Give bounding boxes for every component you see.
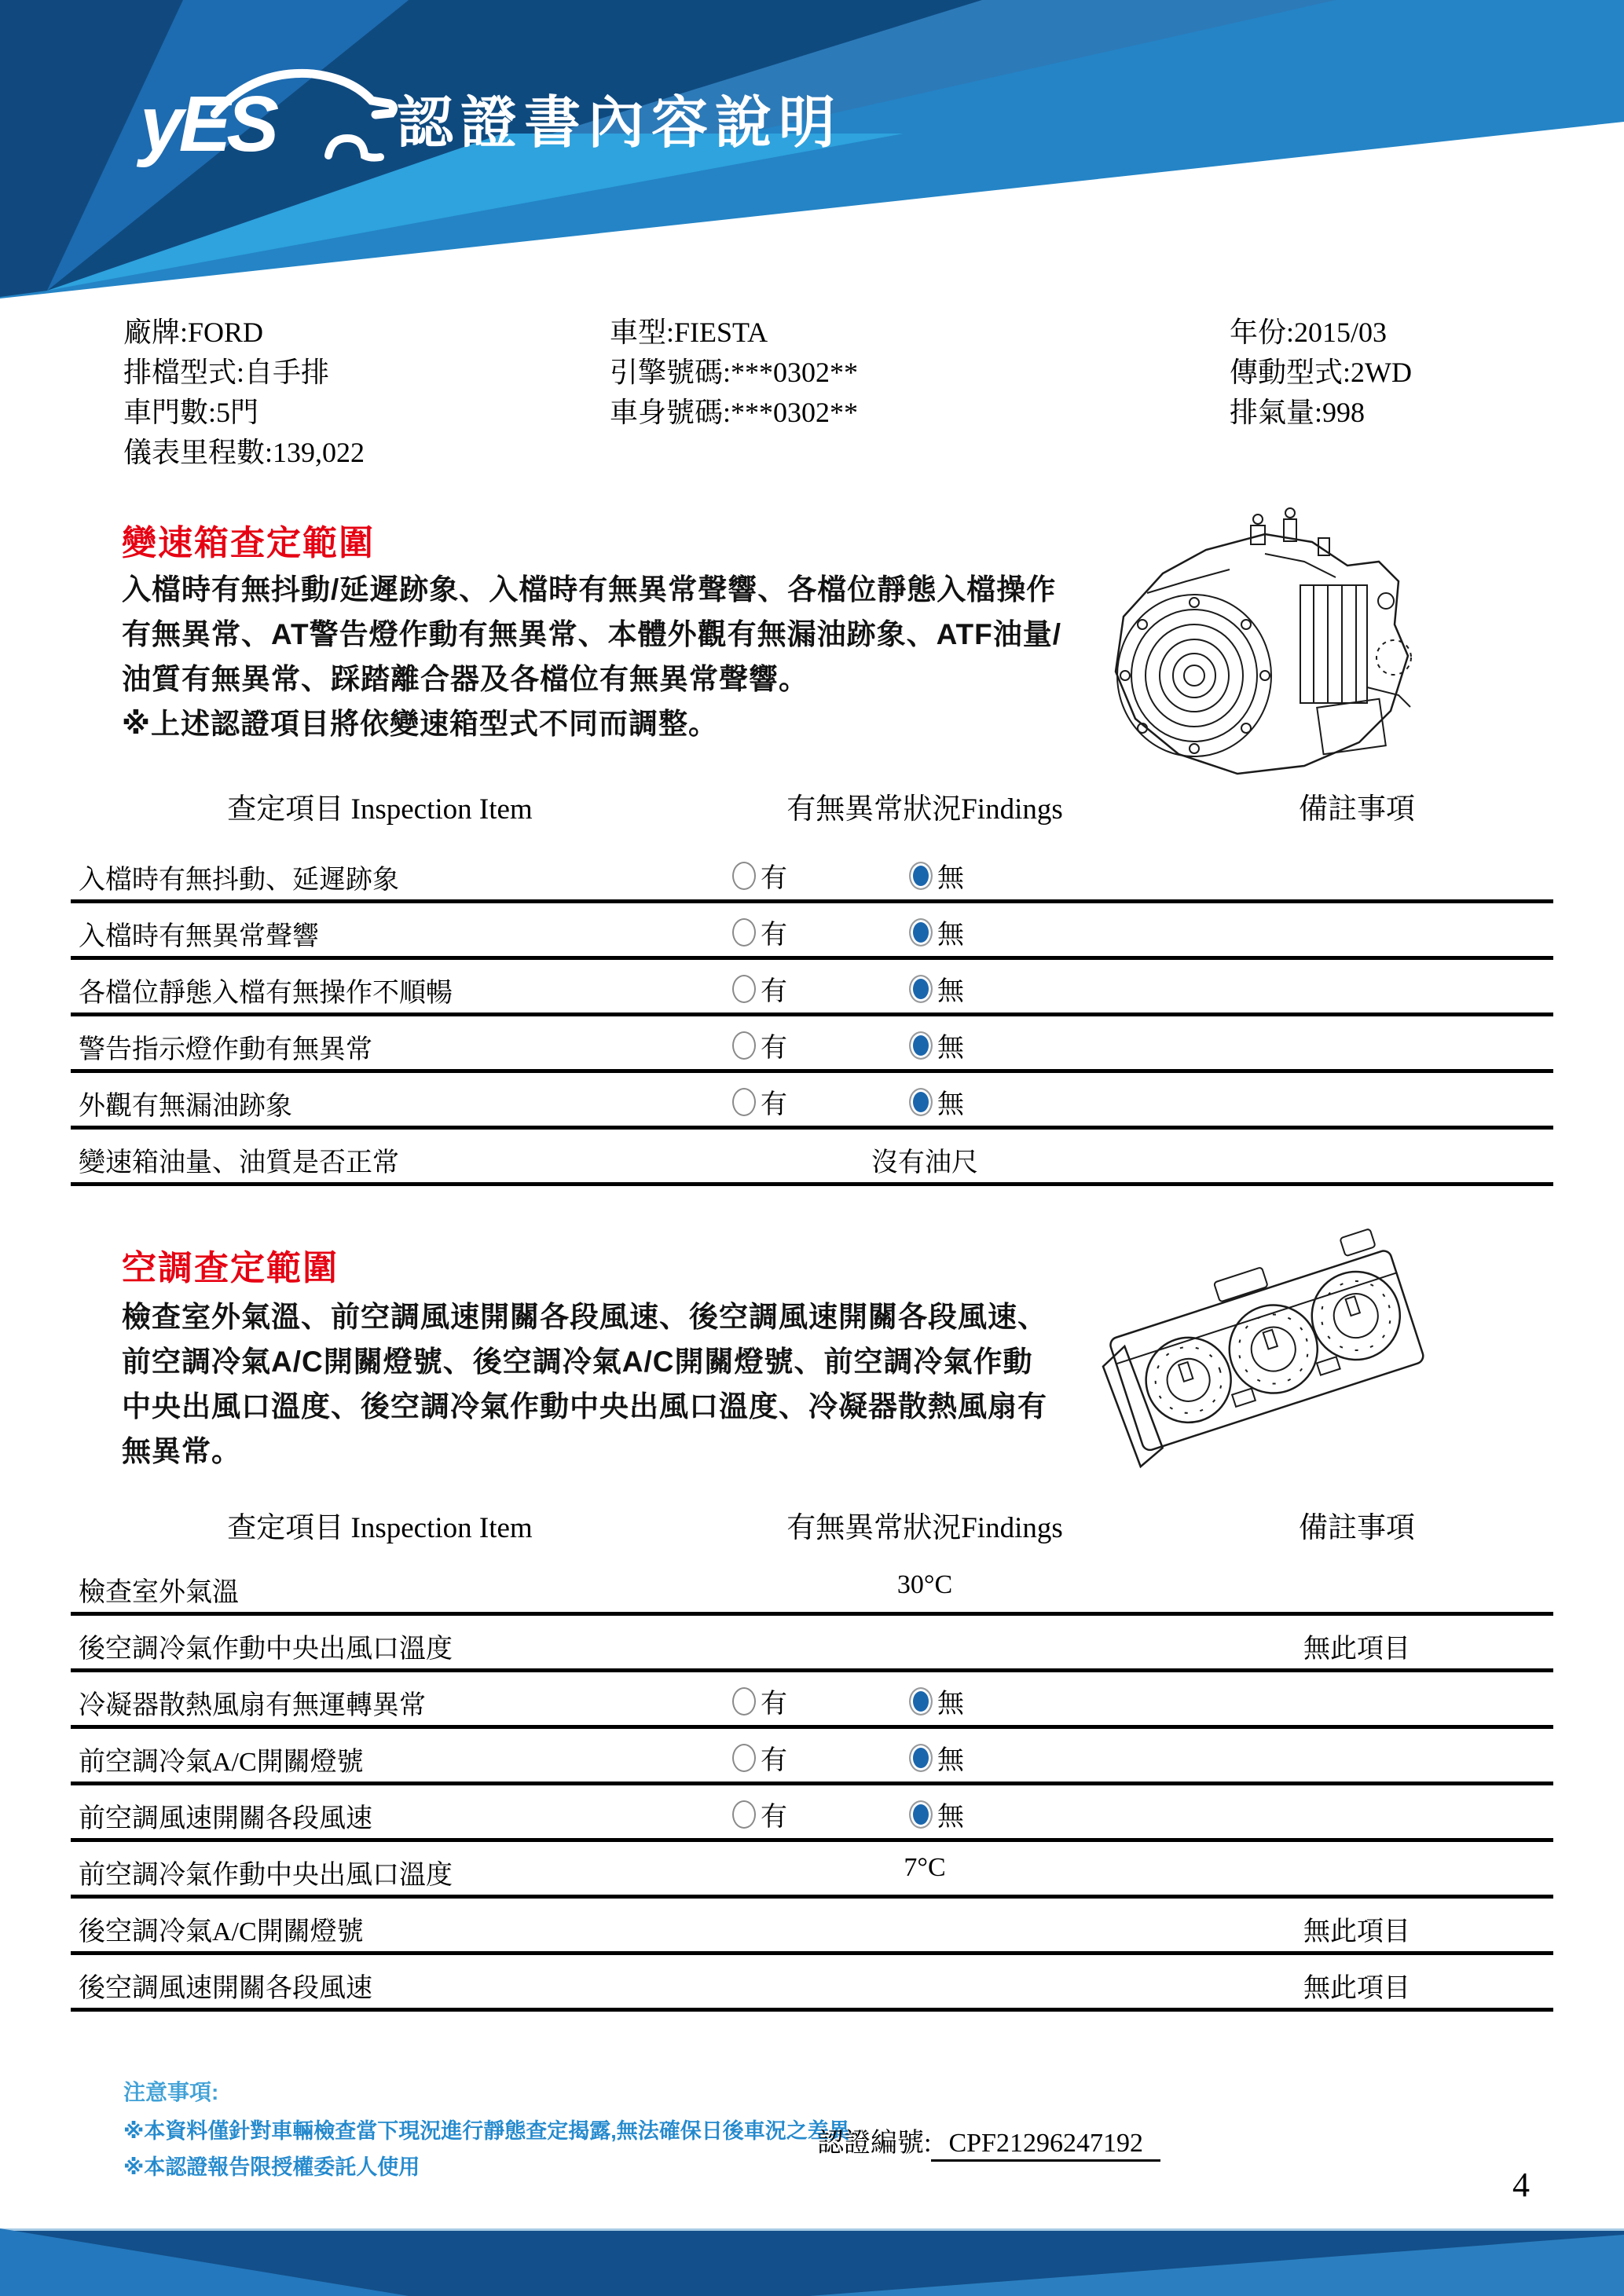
table-row [71, 1899, 1553, 1955]
remark-cell [1160, 1016, 1553, 1069]
note-line: ※本認證報告限授權委託人使用 [123, 2155, 420, 2179]
findings-cell [689, 1073, 1160, 1126]
radio-yes[interactable] [732, 1800, 756, 1829]
section-title-ac: 空調查定範圍 [122, 1249, 339, 1287]
vehicle-info-column-2 [610, 313, 858, 433]
remark-cell [1160, 1842, 1553, 1895]
inspection-item-label: 後空調冷氣A/C開關燈號 [79, 1917, 364, 1946]
description-line: 入檔時有無抖動/延遲跡象、入檔時有無異常聲響、各檔位靜態入檔操作 [122, 573, 1057, 606]
findings-cell [689, 1616, 1160, 1668]
remark-cell [1160, 1130, 1553, 1182]
findings-value: 沒有油尺 [871, 1148, 978, 1177]
info-line: 車身號碼:***0302** [610, 397, 859, 428]
radio-no-label: 無 [937, 977, 964, 1006]
radio-no[interactable] [909, 1744, 933, 1772]
remark-cell [1160, 1559, 1553, 1612]
description-line: 油質有無異常、踩踏離合器及各檔位有無異常聲響。 [122, 663, 808, 695]
table-row [71, 1616, 1553, 1672]
column-header-item: 查定項目 Inspection Item [227, 1512, 533, 1544]
certificate-number-line [817, 2121, 1160, 2159]
info-line: 年份:2015/03 [1230, 317, 1388, 348]
certificate-number-value: CPF21296247192 [931, 2129, 1160, 2162]
findings-value: 7°C [904, 1853, 946, 1882]
remark-cell [1160, 1729, 1553, 1782]
vehicle-info-column-1 [123, 313, 365, 473]
radio-no-label: 無 [937, 1690, 964, 1719]
table-row [71, 1842, 1553, 1899]
table-row [71, 1016, 1553, 1073]
inspection-item-label: 入檔時有無異常聲響 [79, 922, 319, 951]
findings-cell [689, 847, 1160, 899]
inspection-item-label: 警告指示燈作動有無異常 [79, 1035, 372, 1064]
info-line: 車門數:5門 [123, 397, 259, 428]
findings-cell [689, 1130, 1160, 1182]
description-line: 有無異常、AT警告燈作動有無異常、本體外觀有無漏油跡象、ATF油量/ [122, 618, 1062, 650]
footer-notes [123, 2075, 850, 2185]
column-header-findings: 有無異常狀況Findings [786, 1512, 1063, 1544]
vehicle-info-column-3 [1230, 313, 1412, 433]
section-description-transmission [122, 567, 1061, 746]
radio-yes-label: 有 [761, 1746, 787, 1775]
table-row [71, 903, 1553, 960]
radio-yes[interactable] [732, 1031, 756, 1060]
findings-cell [689, 903, 1160, 956]
findings-cell [689, 960, 1160, 1013]
radio-no[interactable] [909, 862, 933, 890]
radio-no-label: 無 [937, 864, 964, 893]
findings-value: 30°C [896, 1570, 953, 1599]
radio-yes-label: 有 [761, 1690, 787, 1719]
description-line: 中央出風口溫度、後空調冷氣作動中央出風口溫度、冷凝器散熱風扇有 [122, 1390, 1047, 1423]
info-line: 廠牌:FORD [123, 317, 264, 348]
table-row [71, 1559, 1553, 1616]
table-row [71, 1729, 1553, 1785]
note-line: ※本資料僅針對車輛檢查當下現況進行靜態查定揭露,無法確保日後車況之差異 [123, 2119, 850, 2143]
radio-no-label: 無 [937, 1090, 964, 1119]
inspection-item-label: 後空調風速開關各段風速 [79, 1974, 372, 2003]
radio-no[interactable] [909, 918, 933, 947]
column-header-remarks: 備註事項 [1299, 1512, 1415, 1544]
inspection-item-label: 後空調冷氣作動中央出風口溫度 [79, 1635, 453, 1664]
description-line: 檢查室外氣溫、前空調風速開關各段風速、後空調風速開關各段風速、 [122, 1301, 1047, 1333]
findings-cell [689, 1785, 1160, 1838]
inspection-item-label: 各檔位靜態入檔有無操作不順暢 [79, 979, 453, 1008]
radio-yes[interactable] [732, 862, 756, 890]
inspection-item-label: 冷凝器散熱風扇有無運轉異常 [79, 1691, 426, 1720]
radio-no[interactable] [909, 975, 933, 1003]
info-line: 車型:FIESTA [610, 317, 768, 348]
column-header-item: 查定項目 Inspection Item [227, 793, 533, 826]
radio-yes[interactable] [732, 1687, 756, 1716]
findings-cell [689, 1559, 1160, 1612]
page-number: 4 [1512, 2166, 1530, 2204]
remark-cell: 無此項目 [1303, 1635, 1410, 1664]
radio-no[interactable] [909, 1088, 933, 1116]
table-header-row [71, 774, 1553, 847]
info-line: 排氣量:998 [1230, 397, 1366, 428]
radio-no[interactable] [909, 1800, 933, 1829]
inspection-item-label: 入檔時有無抖動、延遲跡象 [79, 866, 399, 895]
inspection-item-label: 變速箱油量、油質是否正常 [79, 1148, 399, 1177]
section-description-ac [122, 1294, 1047, 1474]
radio-yes[interactable] [732, 975, 756, 1003]
page-header [0, 0, 1624, 314]
radio-no[interactable] [909, 1687, 933, 1716]
inspection-item-label: 檢查室外氣溫 [79, 1578, 239, 1607]
transmission-illustration [1069, 507, 1422, 778]
table-row [71, 1672, 1553, 1729]
inspection-item-label: 前空調冷氣A/C開關燈號 [79, 1748, 364, 1777]
radio-no-label: 無 [937, 1034, 964, 1063]
column-header-findings: 有無異常狀況Findings [786, 793, 1063, 826]
description-line: ※上述認證項目將依變速箱型式不同而調整。 [122, 708, 718, 740]
findings-cell [689, 1016, 1160, 1069]
notes-heading: 注意事項: [123, 2080, 219, 2104]
description-line: 前空調冷氣A/C開關燈號、後空調冷氣A/C開關燈號、前空調冷氣作動 [122, 1346, 1033, 1378]
radio-yes[interactable] [732, 918, 756, 947]
findings-cell [689, 1955, 1160, 2008]
certificate-number-label: 認證編號: [817, 2129, 932, 2158]
info-line: 排檔型式:自手排 [123, 357, 330, 388]
radio-no-label: 無 [937, 1746, 964, 1775]
findings-cell [689, 1672, 1160, 1725]
radio-yes[interactable] [732, 1088, 756, 1116]
radio-yes[interactable] [732, 1744, 756, 1772]
inspection-item-label: 前空調風速開關各段風速 [79, 1804, 372, 1833]
info-line: 傳動型式:2WD [1230, 357, 1412, 388]
findings-cell [689, 1842, 1160, 1895]
table-header-row [71, 1492, 1553, 1559]
inspection-item-label: 前空調冷氣作動中央出風口溫度 [79, 1861, 453, 1890]
ac-control-illustration [1092, 1221, 1438, 1485]
radio-yes-label: 有 [761, 1803, 787, 1832]
info-line: 引擎號碼:***0302** [610, 357, 859, 388]
page-title: 認證書內容說明 [397, 92, 843, 155]
remark-cell [1160, 903, 1553, 956]
description-line: 無異常。 [122, 1435, 241, 1467]
remark-cell [1160, 1672, 1553, 1725]
radio-no-label: 無 [937, 921, 964, 950]
column-header-remarks: 備註事項 [1299, 793, 1415, 826]
table-row [71, 1785, 1553, 1842]
remark-cell [1160, 1073, 1553, 1126]
info-line: 儀表里程數:139,022 [123, 437, 365, 468]
table-row [71, 960, 1553, 1016]
findings-cell [689, 1729, 1160, 1782]
radio-yes-label: 有 [761, 864, 787, 893]
remark-cell: 無此項目 [1303, 1917, 1410, 1946]
remark-cell [1160, 847, 1553, 899]
remark-cell [1160, 960, 1553, 1013]
ac-inspection-table [71, 1492, 1553, 2012]
remark-cell [1160, 1785, 1553, 1838]
table-row [71, 1130, 1553, 1186]
radio-yes-label: 有 [761, 1034, 787, 1063]
radio-no[interactable] [909, 1031, 933, 1060]
inspection-item-label: 外觀有無漏油跡象 [79, 1092, 292, 1121]
radio-yes-label: 有 [761, 977, 787, 1006]
footer-band [0, 2228, 1624, 2296]
car-outline-icon [211, 63, 407, 173]
radio-yes-label: 有 [761, 1090, 787, 1119]
yes-logo: yES [140, 80, 275, 168]
radio-yes-label: 有 [761, 921, 787, 950]
section-title-transmission: 變速箱查定範圍 [122, 524, 375, 562]
transmission-inspection-table [71, 774, 1553, 1186]
table-row [71, 1955, 1553, 2012]
findings-cell [689, 1899, 1160, 1951]
table-row [71, 1073, 1553, 1130]
radio-no-label: 無 [937, 1803, 964, 1832]
table-row [71, 847, 1553, 903]
remark-cell: 無此項目 [1303, 1974, 1410, 2003]
